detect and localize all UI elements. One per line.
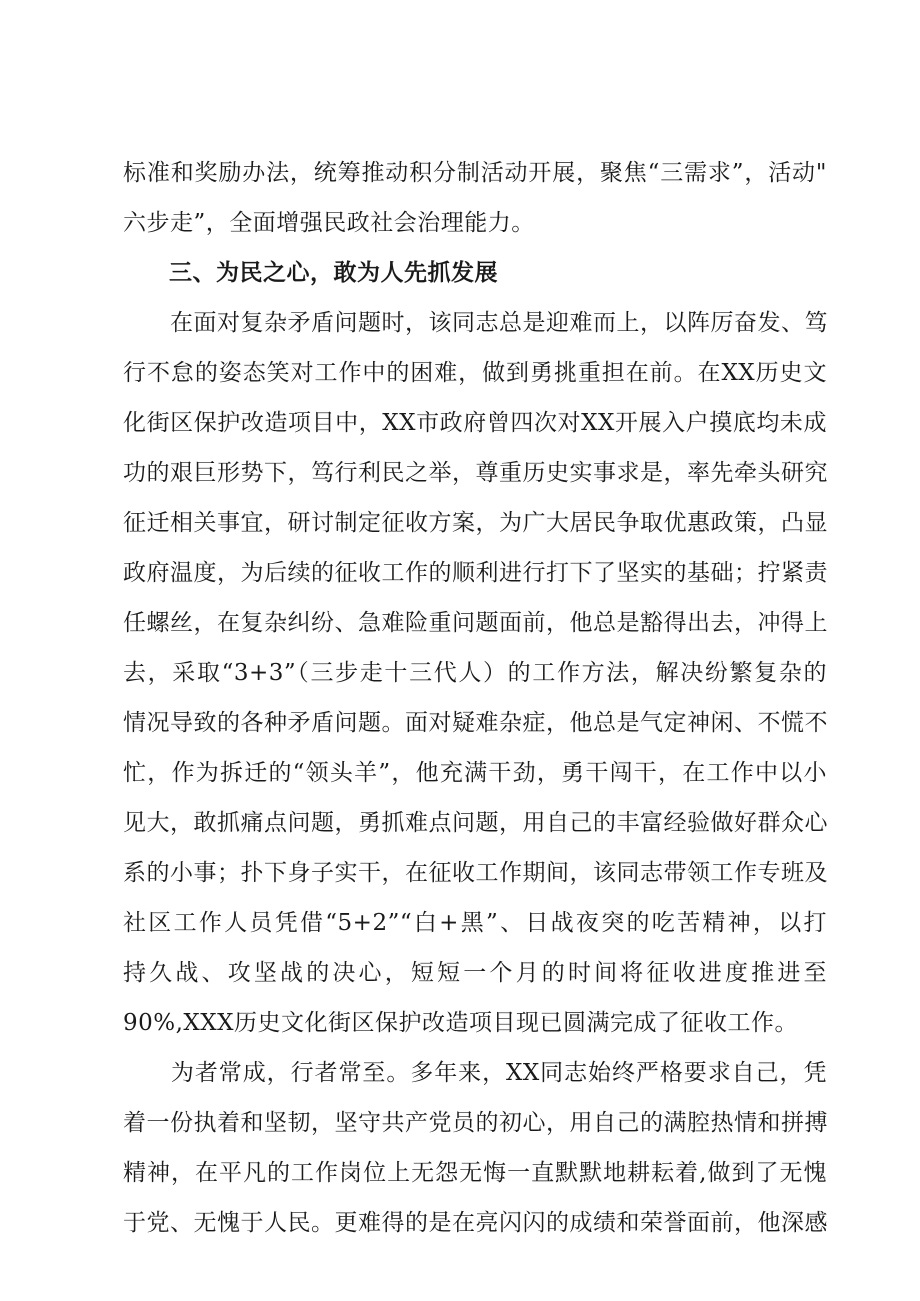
text-line: 任螺丝，在复杂纠纷、急难险重问题面前，他总是豁得出去，冲得上	[123, 610, 828, 636]
text-line: 精神，在平凡的工作岗位上无怨无悔一直默默地耕耘着,做到了无愧	[123, 1160, 827, 1186]
text-line: 见大，敢抓痛点问题，勇抓难点问题，用自己的丰富经验做好群众心	[123, 810, 828, 836]
paragraph-2	[123, 310, 827, 1037]
text-line: 情况导致的各种矛盾问题。面对疑难杂症，他总是气定神闲、不慌不	[123, 710, 828, 736]
paragraph-3	[123, 1060, 827, 1237]
text-line: 着一份执着和坚韧，坚守共产党员的初心，用自己的满腔热情和拼搏	[123, 1110, 828, 1136]
text-line: 忙，作为拆迁的“领头羊”，他充满干劲，勇干闯干，在工作中以小	[123, 760, 827, 786]
text-line: 化街区保护改造项目中，XX市政府曾四次对XX开展入户摸底均未成	[123, 410, 827, 436]
text-line: 去，采取“3+3”（三步走十三代人）的工作方法，解决纷繁复杂的	[123, 660, 827, 686]
text-line: 在面对复杂矛盾问题时，该同志总是迎难而上，以阵厉奋发、笃	[123, 310, 828, 336]
text-line: 于党、无愧于人民。更难得的是在亮闪闪的成绩和荣誉面前，他深感	[123, 1210, 828, 1236]
document-body	[123, 160, 827, 1260]
text-line: 六步走”，全面增强民政社会治理能力。	[123, 210, 535, 236]
text-line: 系的小事；扑下身子实干，在征收工作期间，该同志带领工作专班及	[123, 860, 828, 886]
section-heading: 三、为民之心，敢为人先抓发展	[169, 260, 498, 286]
text-line: 政府温度，为后续的征收工作的顺利进行打下了坚实的基础；拧紧责	[123, 560, 828, 586]
text-line: 功的艰巨形势下，笃行利民之举，尊重历史实事求是，率先牵头研究	[123, 460, 828, 486]
text-line: 为者常成，行者常至。多年来，XX同志始终严格要求自己，凭	[123, 1060, 827, 1086]
text-line: 行不怠的姿态笑对工作中的困难，做到勇挑重担在前。在XX历史文	[123, 360, 827, 386]
text-line: 标准和奖励办法，统筹推动积分制活动开展，聚焦“三需求”，活动"	[123, 160, 827, 186]
text-line: 持久战、攻坚战的决心，短短一个月的时间将征收进度推进至	[123, 960, 827, 986]
text-line: 社区工作人员凭借“5+2”“白+黑”、日战夜突的吃苦精神，以打	[123, 910, 827, 936]
text-line: 90%,XXX历史文化街区保护改造项目现已圆满完成了征收工作。	[123, 1010, 799, 1036]
text-line: 征迁相关事宜，研讨制定征收方案，为广大居民争取优惠政策，凸显	[123, 510, 828, 536]
paragraph-1	[123, 160, 827, 237]
